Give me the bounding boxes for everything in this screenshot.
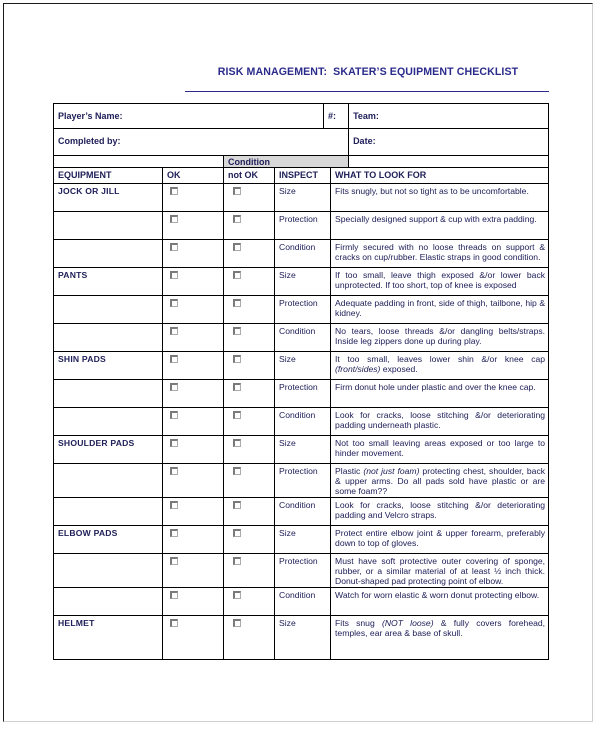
look-for-cell [331, 436, 549, 464]
jersey-number-label: #: [328, 111, 337, 121]
ok-checkbox[interactable] [170, 383, 178, 391]
inspect-cell: Condition [275, 408, 331, 436]
equipment-cell: SHOULDER PADS [54, 436, 163, 464]
condition-header-cell: Condition [224, 156, 349, 168]
ok-cell [163, 464, 224, 498]
ok-cell [163, 616, 224, 660]
blank-cell-right [349, 156, 549, 168]
not-ok-column-header: not OK [224, 168, 275, 184]
look-for-cell [331, 526, 549, 554]
ok-checkbox[interactable] [170, 591, 178, 599]
ok-checkbox[interactable] [170, 215, 178, 223]
look-text: Look for cracks, loose stitching &/or deteriorating padding underneath plastic. [335, 410, 546, 430]
ok-cell [163, 436, 224, 464]
look-text: Firm donut hole under plastic and over the knee cap. [335, 382, 536, 392]
inspect-column-header: INSPECT [275, 168, 331, 184]
jersey-number-field[interactable] [324, 104, 349, 129]
ok-checkbox[interactable] [170, 557, 178, 565]
condition-header-row [54, 156, 549, 168]
look-for-cell [331, 588, 549, 616]
table-row [54, 268, 549, 296]
ok-checkbox[interactable] [170, 243, 178, 251]
not-ok-checkbox[interactable] [233, 619, 241, 627]
look-text: No tears, loose threads &/or dangling belts/straps. Inside leg zippers done up during play. [335, 326, 546, 346]
not-ok-checkbox[interactable] [233, 529, 241, 537]
not-ok-cell [224, 526, 275, 554]
look-for-cell [331, 498, 549, 526]
equipment-cell: SHIN PADS [54, 352, 163, 380]
inspect-cell: Size [275, 436, 331, 464]
look-for-cell [331, 380, 549, 408]
not-ok-checkbox[interactable] [233, 299, 241, 307]
ok-checkbox[interactable] [170, 411, 178, 419]
ok-cell [163, 498, 224, 526]
not-ok-cell [224, 184, 275, 212]
ok-checkbox[interactable] [170, 355, 178, 363]
ok-cell [163, 184, 224, 212]
look-text: Not too small leaving areas exposed or too large to hinder movement. [335, 438, 546, 458]
look-for-cell [331, 554, 549, 588]
ok-cell [163, 588, 224, 616]
completed-by-field[interactable] [54, 129, 349, 156]
look-for-cell [331, 240, 549, 268]
look-text: Must have soft protective outer covering of sponge, rubber, or a similar material of at least ½ inch thick. Donut-shaped pad protecting point of elbow. [335, 556, 546, 586]
not-ok-checkbox[interactable] [233, 215, 241, 223]
equipment-cell: ELBOW PADS [54, 526, 163, 554]
table-row [54, 464, 549, 498]
not-ok-checkbox[interactable] [233, 467, 241, 475]
ok-cell [163, 240, 224, 268]
not-ok-cell [224, 436, 275, 464]
look-text: Plastic [335, 466, 364, 476]
equipment-cell: PANTS [54, 268, 163, 296]
equipment-cell [54, 324, 163, 352]
player-name-label: Player’s Name: [58, 111, 123, 121]
look-text: Firmly secured with no loose threads on support & cracks on cup/rubber. Elastic straps in good condition. [335, 242, 546, 262]
not-ok-cell [224, 380, 275, 408]
ok-checkbox[interactable] [170, 271, 178, 279]
not-ok-checkbox[interactable] [233, 439, 241, 447]
look-for-cell [331, 296, 549, 324]
look-text: Look for cracks, loose stitching &/or deteriorating padding and Velcro straps. [335, 500, 546, 520]
not-ok-checkbox[interactable] [233, 557, 241, 565]
table-row [54, 526, 549, 554]
inspect-cell: Size [275, 616, 331, 660]
look-for-cell [331, 408, 549, 436]
not-ok-checkbox[interactable] [233, 327, 241, 335]
look-text: Protect entire elbow joint & upper forearm, preferably down to top of gloves. [335, 528, 546, 548]
table-row [54, 588, 549, 616]
not-ok-checkbox[interactable] [233, 501, 241, 509]
ok-checkbox[interactable] [170, 529, 178, 537]
not-ok-cell [224, 240, 275, 268]
completed-by-label: Completed by: [58, 136, 121, 146]
not-ok-cell [224, 352, 275, 380]
ok-checkbox[interactable] [170, 501, 178, 509]
look-text-end: & fully covers forehead, temples, ear area & base of skull. [335, 618, 546, 638]
look-text: Specially designed support & cup with extra padding. [335, 214, 537, 224]
look-text: Fits snugly, but not so tight as to be uncomfortable. [335, 186, 529, 196]
inspect-cell: Size [275, 526, 331, 554]
ok-column-header: OK [163, 168, 224, 184]
inspect-cell: Protection [275, 554, 331, 588]
table-row [54, 240, 549, 268]
table-row [54, 184, 549, 212]
team-field[interactable] [349, 104, 549, 129]
not-ok-checkbox[interactable] [233, 383, 241, 391]
inspect-cell: Condition [275, 498, 331, 526]
not-ok-cell [224, 212, 275, 240]
equipment-cell: HELMET [54, 616, 163, 660]
look-text: If too small, leave thigh exposed &/or lower back unprotected. If too short, top of knee is exposed [335, 270, 546, 290]
ok-cell [163, 296, 224, 324]
not-ok-checkbox[interactable] [233, 591, 241, 599]
table-row [54, 324, 549, 352]
ok-checkbox[interactable] [170, 619, 178, 627]
look-text-end: exposed. [380, 364, 418, 374]
ok-cell [163, 268, 224, 296]
ok-cell [163, 324, 224, 352]
checklist-rows [54, 184, 549, 660]
not-ok-cell [224, 408, 275, 436]
look-for-cell [331, 616, 549, 660]
equipment-column-header: EQUIPMENT [54, 168, 163, 184]
not-ok-checkbox[interactable] [233, 271, 241, 279]
look-for-cell [331, 212, 549, 240]
inspect-cell: Protection [275, 296, 331, 324]
equipment-cell [54, 464, 163, 498]
equipment-cell [54, 296, 163, 324]
date-label: Date: [353, 136, 376, 146]
player-info-row [54, 104, 549, 129]
inspect-cell: Protection [275, 464, 331, 498]
look-column-header: WHAT TO LOOK FOR [331, 168, 549, 184]
look-text-italic: (front/sides) [335, 364, 381, 374]
player-name-field[interactable] [54, 104, 324, 129]
equipment-cell: JOCK OR JILL [54, 184, 163, 212]
ok-cell [163, 554, 224, 588]
table-row [54, 380, 549, 408]
table-row [54, 436, 549, 464]
table-row [54, 352, 549, 380]
table-row [54, 296, 549, 324]
not-ok-checkbox[interactable] [233, 243, 241, 251]
team-label: Team: [353, 111, 379, 121]
not-ok-checkbox[interactable] [233, 355, 241, 363]
table-row [54, 212, 549, 240]
look-for-cell [331, 352, 549, 380]
ok-checkbox[interactable] [170, 467, 178, 475]
look-text: Watch for worn elastic & worn donut protecting elbow. [335, 590, 540, 600]
document-page [3, 3, 593, 722]
title-underline [185, 91, 549, 92]
ok-checkbox[interactable] [170, 299, 178, 307]
not-ok-cell [224, 498, 275, 526]
look-text: Adequate padding in front, side of thigh, tailbone, hip & kidney. [335, 298, 546, 318]
inspect-cell: Size [275, 184, 331, 212]
equipment-cell [54, 588, 163, 616]
ok-cell [163, 408, 224, 436]
not-ok-cell [224, 616, 275, 660]
inspect-cell: Protection [275, 212, 331, 240]
date-field[interactable] [349, 129, 549, 156]
inspect-cell: Size [275, 352, 331, 380]
not-ok-checkbox[interactable] [233, 411, 241, 419]
not-ok-cell [224, 324, 275, 352]
ok-cell [163, 212, 224, 240]
ok-checkbox[interactable] [170, 187, 178, 195]
column-header-row [54, 168, 549, 184]
completed-by-row [54, 129, 549, 156]
ok-checkbox[interactable] [170, 327, 178, 335]
not-ok-checkbox[interactable] [233, 187, 241, 195]
inspect-cell: Condition [275, 324, 331, 352]
ok-cell [163, 380, 224, 408]
equipment-checklist-table [53, 103, 549, 660]
inspect-cell: Condition [275, 240, 331, 268]
look-for-cell [331, 324, 549, 352]
look-for-cell [331, 268, 549, 296]
equipment-cell [54, 408, 163, 436]
look-text: Fits snug [335, 618, 382, 628]
inspect-cell: Protection [275, 380, 331, 408]
table-row [54, 408, 549, 436]
table-row [54, 616, 549, 660]
equipment-cell [54, 212, 163, 240]
not-ok-cell [224, 296, 275, 324]
table-row [54, 498, 549, 526]
form-header-rows [54, 104, 549, 184]
equipment-cell [54, 498, 163, 526]
table-row [54, 554, 549, 588]
not-ok-cell [224, 554, 275, 588]
ok-cell [163, 526, 224, 554]
ok-cell [163, 352, 224, 380]
not-ok-cell [224, 588, 275, 616]
inspect-cell: Condition [275, 588, 331, 616]
look-for-cell [331, 464, 549, 498]
inspect-cell: Size [275, 268, 331, 296]
look-for-cell [331, 184, 549, 212]
look-text-end: protecting chest, shoulder, back & upper arms. Do all pads sold have plastic or are some foam?? [335, 466, 546, 496]
blank-cell-left [54, 156, 224, 168]
look-text: It too small, leaves lower shin &/or knee cap [335, 354, 546, 364]
look-text-italic: (not just foam) [363, 466, 420, 476]
equipment-cell [54, 554, 163, 588]
look-text-italic: (NOT loose) [381, 618, 434, 628]
equipment-cell [54, 380, 163, 408]
not-ok-cell [224, 268, 275, 296]
equipment-cell [54, 240, 163, 268]
ok-checkbox[interactable] [170, 439, 178, 447]
not-ok-cell [224, 464, 275, 498]
page-title: RISK MANAGEMENT: SKATER’S EQUIPMENT CHECKLIST [217, 66, 519, 78]
